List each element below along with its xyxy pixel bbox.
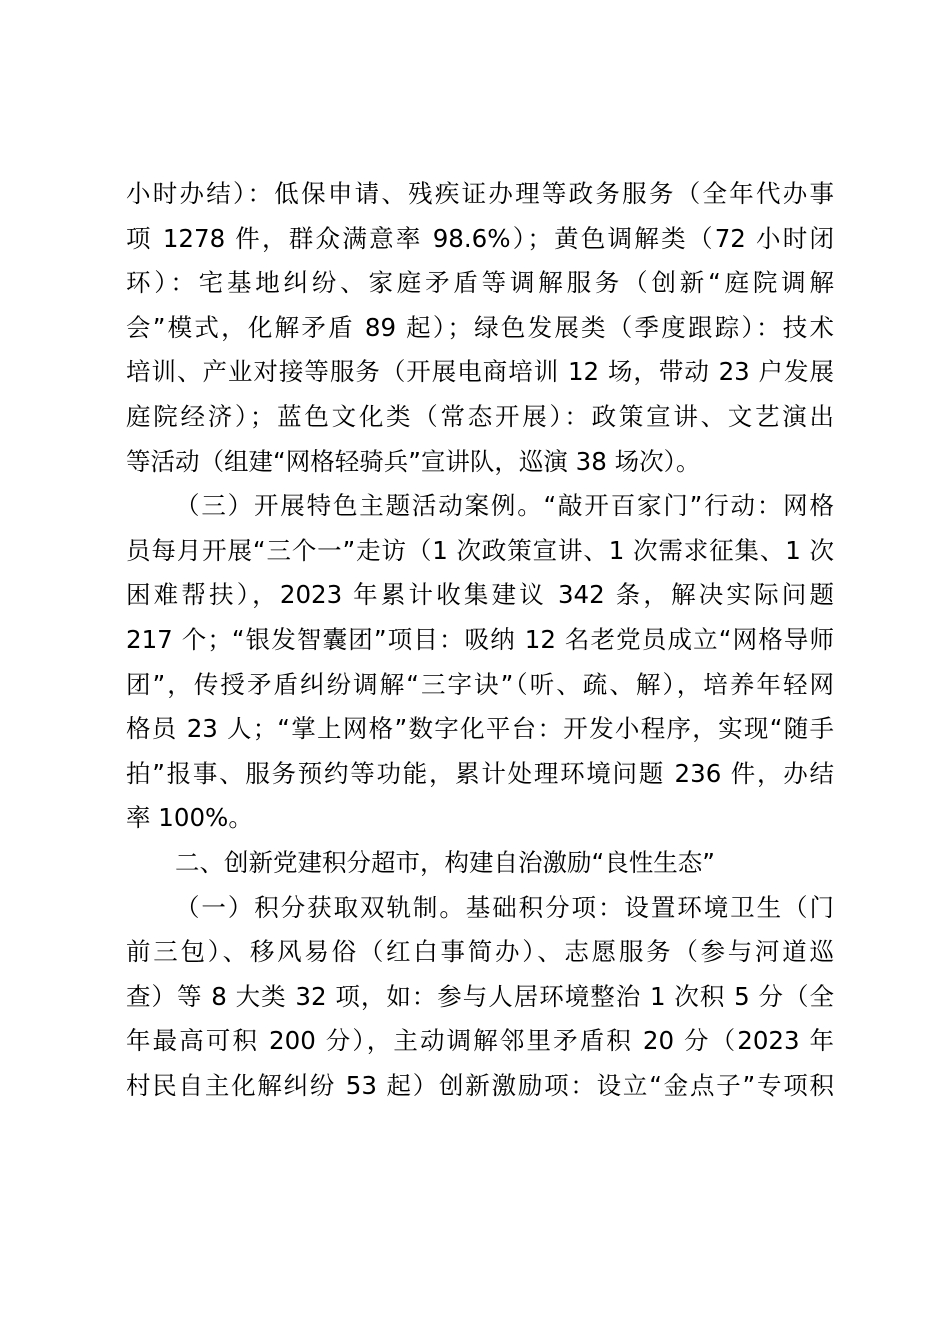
- text-line: 团”，传授矛盾纠纷调解“三字诀”（听、疏、解），培养年轻网: [126, 669, 834, 699]
- text-line: 村民自主化解纠纷 53 起）创新激励项：设立“金点子”专项积: [126, 1070, 834, 1100]
- text-line: 前三包）、移风易俗（红白事简办）、志愿服务（参与河道巡: [126, 937, 834, 967]
- text-line: 等活动（组建“网格轻骑兵”宣讲队，巡演 38 场次）。: [126, 446, 701, 476]
- document-body: [126, 172, 834, 1108]
- text-line: 员每月开展“三个一”走访（1 次政策宣讲、1 次需求征集、1 次: [126, 535, 834, 565]
- paragraph-start-line: （一）积分获取双轨制。基础积分项：设置环境卫生（门: [175, 892, 834, 922]
- text-line: 拍”报事、服务预约等功能，累计处理环境问题 236 件，办结: [126, 758, 834, 788]
- paragraph-start-line: （三）开展特色主题活动案例。“敲开百家门”行动：网格: [175, 491, 834, 521]
- text-line: 困难帮扶），2023 年累计收集建议 342 条，解决实际问题: [126, 580, 834, 610]
- text-line: 庭院经济）；蓝色文化类（常态开展）：政策宣讲、文艺演出: [126, 401, 834, 431]
- section-heading: 二、创新党建积分超市，构建自治激励“良性生态”: [175, 847, 715, 877]
- text-line: 率 100%。: [126, 803, 253, 833]
- text-line: 查）等 8 大类 32 项，如：参与人居环境整治 1 次积 5 分（全: [126, 981, 834, 1011]
- text-line: 217 个；“银发智囊团”项目：吸纳 12 名老党员成立“网格导师: [126, 624, 834, 654]
- text-line: 格员 23 人；“掌上网格”数字化平台：开发小程序，实现“随手: [126, 714, 834, 744]
- text-line: 小时办结）：低保申请、残疾证办理等政务服务（全年代办事: [126, 179, 834, 208]
- text-line: 年最高可积 200 分），主动调解邻里矛盾积 20 分（2023 年: [126, 1026, 834, 1056]
- text-line: 环）：宅基地纠纷、家庭矛盾等调解服务（创新“庭院调解: [126, 268, 834, 298]
- text-line: 项 1278 件，群众满意率 98.6%）；黄色调解类（72 小时闭: [126, 223, 834, 253]
- text-line: 会”模式，化解矛盾 89 起）；绿色发展类（季度跟踪）：技术: [126, 312, 834, 342]
- text-line: 培训、产业对接等服务（开展电商培训 12 场，带动 23 户发展: [126, 357, 834, 387]
